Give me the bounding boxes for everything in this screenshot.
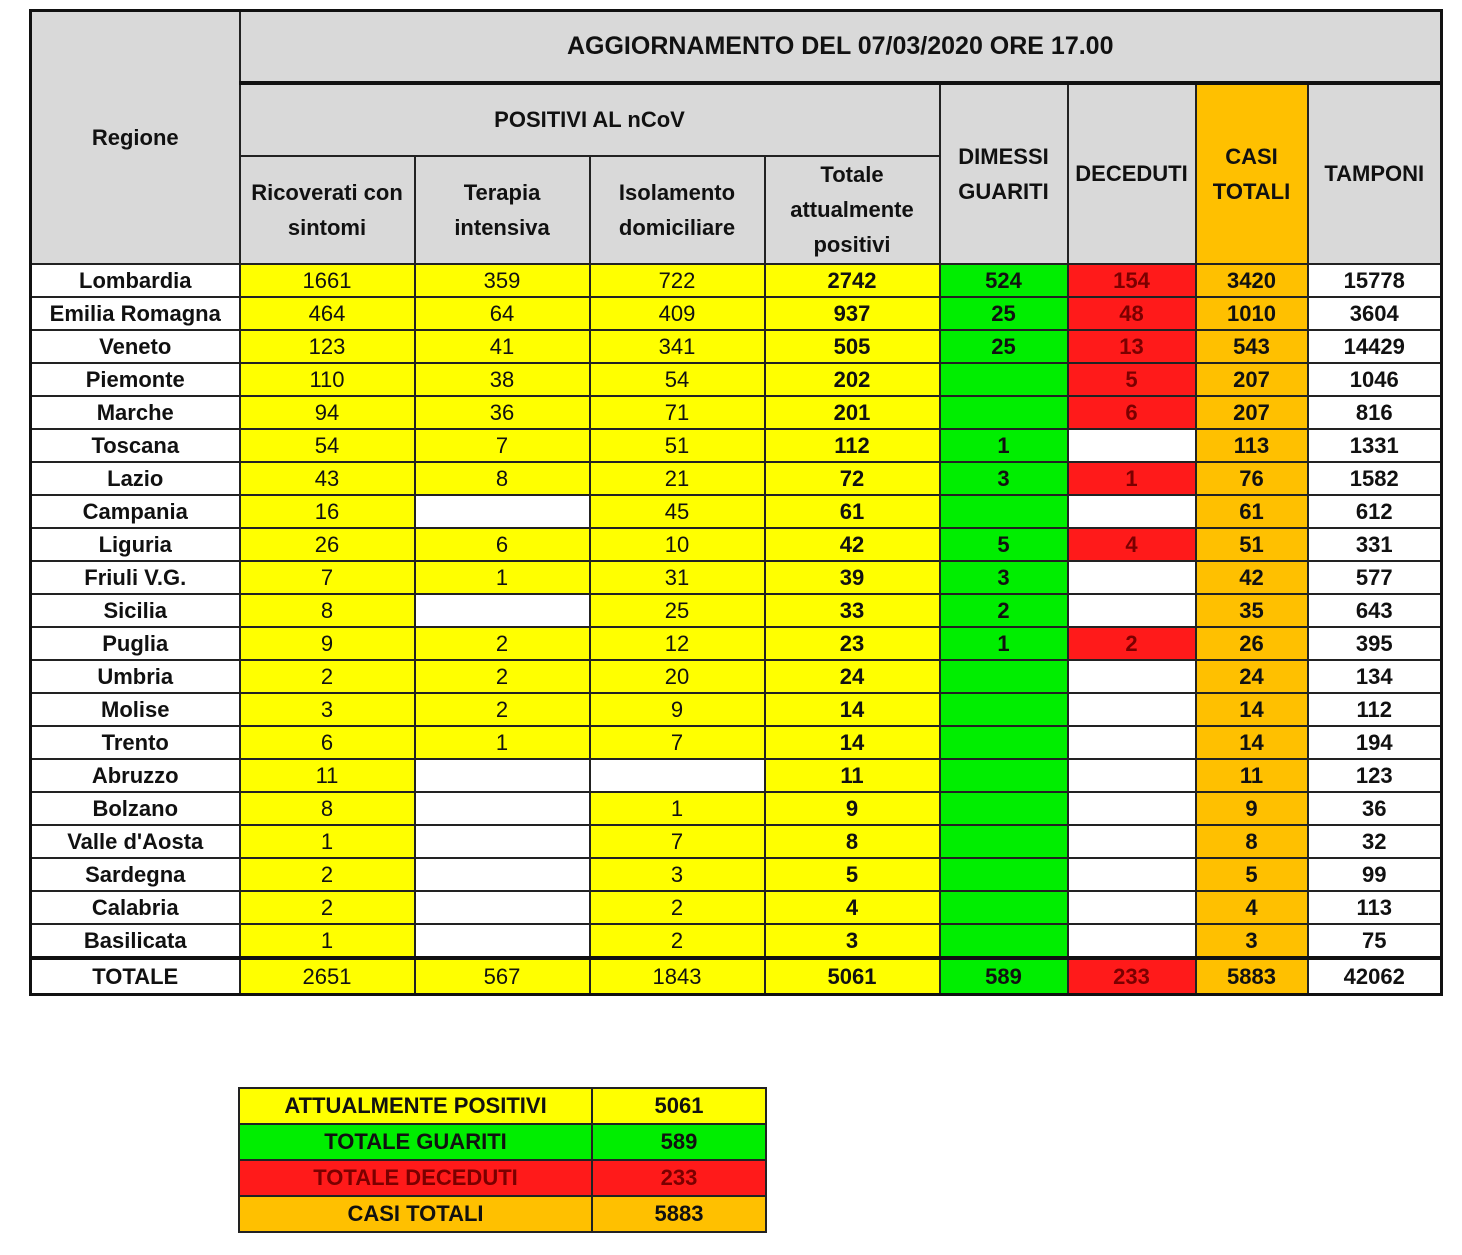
cell-casi: 14 xyxy=(1196,693,1308,726)
cell-ricoverati: 26 xyxy=(240,528,415,561)
cell-isolamento xyxy=(590,759,765,792)
table-body xyxy=(31,264,1442,995)
cell-deceduti: 48 xyxy=(1068,297,1196,330)
cell-ricoverati: 1 xyxy=(240,924,415,958)
cell-casi: 5 xyxy=(1196,858,1308,891)
cell-dimessi xyxy=(940,693,1068,726)
table-row xyxy=(31,891,1442,924)
cell-isolamento: 10 xyxy=(590,528,765,561)
cell-regione: Umbria xyxy=(31,660,240,693)
cell-ricoverati: 3 xyxy=(240,693,415,726)
cell-totale: 39 xyxy=(765,561,940,594)
cell-regione: Puglia xyxy=(31,627,240,660)
cell-ricoverati: 43 xyxy=(240,462,415,495)
cell-totale: 42 xyxy=(765,528,940,561)
cell-deceduti: 1 xyxy=(1068,462,1196,495)
table-row xyxy=(31,924,1442,958)
cell-terapia: 8 xyxy=(415,462,590,495)
cell-isolamento: 31 xyxy=(590,561,765,594)
cell-casi: 24 xyxy=(1196,660,1308,693)
cell-regione: Emilia Romagna xyxy=(31,297,240,330)
cell-ricoverati: 9 xyxy=(240,627,415,660)
cell-totale: 937 xyxy=(765,297,940,330)
cell-deceduti xyxy=(1068,891,1196,924)
table-row xyxy=(31,297,1442,330)
cell-tamponi: 331 xyxy=(1308,528,1442,561)
cell-tamponi: 1582 xyxy=(1308,462,1442,495)
table-title: AGGIORNAMENTO DEL 07/03/2020 ORE 17.00 xyxy=(240,11,1442,83)
cell-ricoverati: 1 xyxy=(240,825,415,858)
cell-terapia xyxy=(415,792,590,825)
table-row xyxy=(31,396,1442,429)
table-row xyxy=(31,363,1442,396)
cell-totale: 5 xyxy=(765,858,940,891)
cell-regione: Campania xyxy=(31,495,240,528)
cell-totale: 8 xyxy=(765,825,940,858)
summary-value: 589 xyxy=(592,1124,766,1160)
cell-isolamento: 25 xyxy=(590,594,765,627)
cell-totale: 14 xyxy=(765,693,940,726)
cell-regione: Veneto xyxy=(31,330,240,363)
cell-isolamento: 1843 xyxy=(590,958,765,995)
cell-terapia: 36 xyxy=(415,396,590,429)
cell-isolamento: 71 xyxy=(590,396,765,429)
cell-isolamento: 7 xyxy=(590,726,765,759)
cell-deceduti xyxy=(1068,759,1196,792)
cell-regione: Lombardia xyxy=(31,264,240,297)
cell-casi: 42 xyxy=(1196,561,1308,594)
cell-regione: Bolzano xyxy=(31,792,240,825)
cell-deceduti xyxy=(1068,561,1196,594)
cell-deceduti xyxy=(1068,495,1196,528)
cell-totale: 4 xyxy=(765,891,940,924)
column-header-totale-positivi: Totale attualmente positivi xyxy=(765,156,940,264)
cell-terapia xyxy=(415,924,590,958)
cell-dimessi: 3 xyxy=(940,561,1068,594)
cell-dimessi xyxy=(940,825,1068,858)
column-header-dimessi-guariti: DIMESSI GUARITI xyxy=(940,83,1068,264)
table-row xyxy=(31,462,1442,495)
cell-isolamento: 45 xyxy=(590,495,765,528)
cell-totale: 11 xyxy=(765,759,940,792)
cell-deceduti xyxy=(1068,825,1196,858)
cell-dimessi xyxy=(940,858,1068,891)
cell-ricoverati: 8 xyxy=(240,792,415,825)
cell-regione: Molise xyxy=(31,693,240,726)
cell-totale: 33 xyxy=(765,594,940,627)
cell-terapia: 2 xyxy=(415,660,590,693)
cell-terapia xyxy=(415,825,590,858)
summary-table xyxy=(238,1087,767,1233)
table-row xyxy=(31,726,1442,759)
cell-totale: 505 xyxy=(765,330,940,363)
table-row xyxy=(31,792,1442,825)
cell-totale: 3 xyxy=(765,924,940,958)
cell-ricoverati: 1661 xyxy=(240,264,415,297)
cell-dimessi: 1 xyxy=(940,627,1068,660)
cell-isolamento: 722 xyxy=(590,264,765,297)
cell-totale: 23 xyxy=(765,627,940,660)
cell-totale: 72 xyxy=(765,462,940,495)
cell-ricoverati: 464 xyxy=(240,297,415,330)
column-header-casi-totali: CASI TOTALI xyxy=(1196,83,1308,264)
cell-terapia: 1 xyxy=(415,561,590,594)
cell-tamponi: 14429 xyxy=(1308,330,1442,363)
cell-deceduti: 13 xyxy=(1068,330,1196,363)
cell-isolamento: 51 xyxy=(590,429,765,462)
column-header-ricoverati: Ricoverati con sintomi xyxy=(240,156,415,264)
cell-dimessi xyxy=(940,726,1068,759)
cell-ricoverati: 11 xyxy=(240,759,415,792)
table-row xyxy=(31,528,1442,561)
column-header-tamponi: TAMPONI xyxy=(1308,83,1442,264)
column-header-terapia: Terapia intensiva xyxy=(415,156,590,264)
cell-casi: 543 xyxy=(1196,330,1308,363)
cell-deceduti: 154 xyxy=(1068,264,1196,297)
cell-isolamento: 7 xyxy=(590,825,765,858)
cell-terapia: 38 xyxy=(415,363,590,396)
cell-terapia: 6 xyxy=(415,528,590,561)
cell-dimessi xyxy=(940,924,1068,958)
cell-deceduti xyxy=(1068,660,1196,693)
cell-ricoverati: 110 xyxy=(240,363,415,396)
cell-deceduti xyxy=(1068,792,1196,825)
cell-ricoverati: 2 xyxy=(240,891,415,924)
cell-isolamento: 20 xyxy=(590,660,765,693)
cell-dimessi xyxy=(940,660,1068,693)
cell-casi: 113 xyxy=(1196,429,1308,462)
column-header-isolamento: Isolamento domiciliare xyxy=(590,156,765,264)
cell-ricoverati: 2 xyxy=(240,660,415,693)
cell-tamponi: 123 xyxy=(1308,759,1442,792)
cell-totale: 9 xyxy=(765,792,940,825)
column-header-deceduti: DECEDUTI xyxy=(1068,83,1196,264)
cell-regione: Liguria xyxy=(31,528,240,561)
cell-totale: 2742 xyxy=(765,264,940,297)
cell-terapia: 2 xyxy=(415,627,590,660)
cell-ricoverati: 2 xyxy=(240,858,415,891)
cell-totale: 5061 xyxy=(765,958,940,995)
summary-row xyxy=(239,1160,766,1196)
cell-tamponi: 612 xyxy=(1308,495,1442,528)
cell-casi: 4 xyxy=(1196,891,1308,924)
cell-deceduti: 6 xyxy=(1068,396,1196,429)
cell-dimessi xyxy=(940,396,1068,429)
cell-isolamento: 1 xyxy=(590,792,765,825)
cell-deceduti xyxy=(1068,594,1196,627)
cell-dimessi: 25 xyxy=(940,297,1068,330)
table-row xyxy=(31,627,1442,660)
cell-dimessi: 589 xyxy=(940,958,1068,995)
cell-isolamento: 21 xyxy=(590,462,765,495)
cell-dimessi xyxy=(940,891,1068,924)
cell-terapia xyxy=(415,495,590,528)
cell-tamponi: 643 xyxy=(1308,594,1442,627)
column-group-positivi: POSITIVI AL nCoV xyxy=(240,83,940,156)
cell-casi: 14 xyxy=(1196,726,1308,759)
cell-deceduti xyxy=(1068,726,1196,759)
cell-casi: 3420 xyxy=(1196,264,1308,297)
cell-terapia: 359 xyxy=(415,264,590,297)
table-row xyxy=(31,561,1442,594)
cell-dimessi: 25 xyxy=(940,330,1068,363)
cell-regione: Lazio xyxy=(31,462,240,495)
summary-label: TOTALE GUARITI xyxy=(239,1124,592,1160)
summary-body xyxy=(239,1088,766,1232)
cell-totale: 112 xyxy=(765,429,940,462)
cell-tamponi: 134 xyxy=(1308,660,1442,693)
cell-tamponi: 42062 xyxy=(1308,958,1442,995)
cell-isolamento: 409 xyxy=(590,297,765,330)
summary-label: ATTUALMENTE POSITIVI xyxy=(239,1088,592,1124)
cell-deceduti xyxy=(1068,693,1196,726)
cell-terapia: 64 xyxy=(415,297,590,330)
cell-regione: Sardegna xyxy=(31,858,240,891)
cell-dimessi: 2 xyxy=(940,594,1068,627)
cell-isolamento: 54 xyxy=(590,363,765,396)
cell-terapia: 2 xyxy=(415,693,590,726)
cell-isolamento: 2 xyxy=(590,891,765,924)
cell-tamponi: 395 xyxy=(1308,627,1442,660)
cell-dimessi xyxy=(940,792,1068,825)
cell-casi: 26 xyxy=(1196,627,1308,660)
cell-dimessi: 3 xyxy=(940,462,1068,495)
cell-tamponi: 112 xyxy=(1308,693,1442,726)
regional-data-table xyxy=(29,9,1443,996)
cell-casi: 1010 xyxy=(1196,297,1308,330)
cell-regione: Piemonte xyxy=(31,363,240,396)
column-header-regione: Regione xyxy=(31,11,240,264)
cell-casi: 8 xyxy=(1196,825,1308,858)
table-row xyxy=(31,264,1442,297)
table-row xyxy=(31,495,1442,528)
table-row xyxy=(31,330,1442,363)
cell-totale: 24 xyxy=(765,660,940,693)
totals-row xyxy=(31,958,1442,995)
cell-dimessi: 524 xyxy=(940,264,1068,297)
table-row xyxy=(31,693,1442,726)
summary-row xyxy=(239,1196,766,1232)
cell-regione: Toscana xyxy=(31,429,240,462)
cell-dimessi: 5 xyxy=(940,528,1068,561)
cell-casi: 5883 xyxy=(1196,958,1308,995)
cell-deceduti: 4 xyxy=(1068,528,1196,561)
summary-row xyxy=(239,1124,766,1160)
summary-value: 5061 xyxy=(592,1088,766,1124)
table-row xyxy=(31,759,1442,792)
table-row xyxy=(31,594,1442,627)
cell-tamponi: 32 xyxy=(1308,825,1442,858)
cell-tamponi: 3604 xyxy=(1308,297,1442,330)
cell-tamponi: 194 xyxy=(1308,726,1442,759)
cell-ricoverati: 2651 xyxy=(240,958,415,995)
cell-ricoverati: 16 xyxy=(240,495,415,528)
cell-ricoverati: 123 xyxy=(240,330,415,363)
cell-regione: TOTALE xyxy=(31,958,240,995)
cell-deceduti: 5 xyxy=(1068,363,1196,396)
cell-dimessi xyxy=(940,759,1068,792)
cell-totale: 61 xyxy=(765,495,940,528)
cell-terapia: 7 xyxy=(415,429,590,462)
cell-tamponi: 1331 xyxy=(1308,429,1442,462)
cell-ricoverati: 54 xyxy=(240,429,415,462)
cell-tamponi: 1046 xyxy=(1308,363,1442,396)
cell-tamponi: 816 xyxy=(1308,396,1442,429)
cell-ricoverati: 94 xyxy=(240,396,415,429)
cell-totale: 201 xyxy=(765,396,940,429)
cell-tamponi: 113 xyxy=(1308,891,1442,924)
cell-deceduti xyxy=(1068,924,1196,958)
cell-regione: Trento xyxy=(31,726,240,759)
cell-totale: 202 xyxy=(765,363,940,396)
cell-terapia xyxy=(415,891,590,924)
table-row xyxy=(31,429,1442,462)
cell-dimessi: 1 xyxy=(940,429,1068,462)
cell-terapia: 41 xyxy=(415,330,590,363)
cell-terapia xyxy=(415,858,590,891)
cell-casi: 9 xyxy=(1196,792,1308,825)
cell-tamponi: 15778 xyxy=(1308,264,1442,297)
cell-dimessi xyxy=(940,495,1068,528)
summary-label: TOTALE DECEDUTI xyxy=(239,1160,592,1196)
cell-regione: Marche xyxy=(31,396,240,429)
cell-casi: 207 xyxy=(1196,396,1308,429)
cell-regione: Calabria xyxy=(31,891,240,924)
cell-isolamento: 12 xyxy=(590,627,765,660)
cell-ricoverati: 8 xyxy=(240,594,415,627)
summary-row xyxy=(239,1088,766,1124)
summary-label: CASI TOTALI xyxy=(239,1196,592,1232)
cell-deceduti: 2 xyxy=(1068,627,1196,660)
cell-tamponi: 36 xyxy=(1308,792,1442,825)
cell-casi: 76 xyxy=(1196,462,1308,495)
cell-regione: Sicilia xyxy=(31,594,240,627)
table-row xyxy=(31,660,1442,693)
summary-value: 5883 xyxy=(592,1196,766,1232)
cell-ricoverati: 7 xyxy=(240,561,415,594)
cell-casi: 207 xyxy=(1196,363,1308,396)
cell-ricoverati: 6 xyxy=(240,726,415,759)
cell-deceduti xyxy=(1068,429,1196,462)
cell-terapia: 1 xyxy=(415,726,590,759)
cell-terapia: 567 xyxy=(415,958,590,995)
cell-casi: 3 xyxy=(1196,924,1308,958)
cell-tamponi: 75 xyxy=(1308,924,1442,958)
cell-regione: Basilicata xyxy=(31,924,240,958)
cell-isolamento: 3 xyxy=(590,858,765,891)
cell-casi: 11 xyxy=(1196,759,1308,792)
table-row xyxy=(31,858,1442,891)
cell-isolamento: 9 xyxy=(590,693,765,726)
summary-value: 233 xyxy=(592,1160,766,1196)
cell-deceduti xyxy=(1068,858,1196,891)
cell-regione: Abruzzo xyxy=(31,759,240,792)
cell-isolamento: 2 xyxy=(590,924,765,958)
cell-deceduti: 233 xyxy=(1068,958,1196,995)
cell-dimessi xyxy=(940,363,1068,396)
cell-regione: Friuli V.G. xyxy=(31,561,240,594)
cell-terapia xyxy=(415,594,590,627)
cell-regione: Valle d'Aosta xyxy=(31,825,240,858)
cell-casi: 51 xyxy=(1196,528,1308,561)
cell-tamponi: 99 xyxy=(1308,858,1442,891)
cell-totale: 14 xyxy=(765,726,940,759)
cell-tamponi: 577 xyxy=(1308,561,1442,594)
cell-terapia xyxy=(415,759,590,792)
cell-casi: 61 xyxy=(1196,495,1308,528)
table-row xyxy=(31,825,1442,858)
cell-casi: 35 xyxy=(1196,594,1308,627)
cell-isolamento: 341 xyxy=(590,330,765,363)
